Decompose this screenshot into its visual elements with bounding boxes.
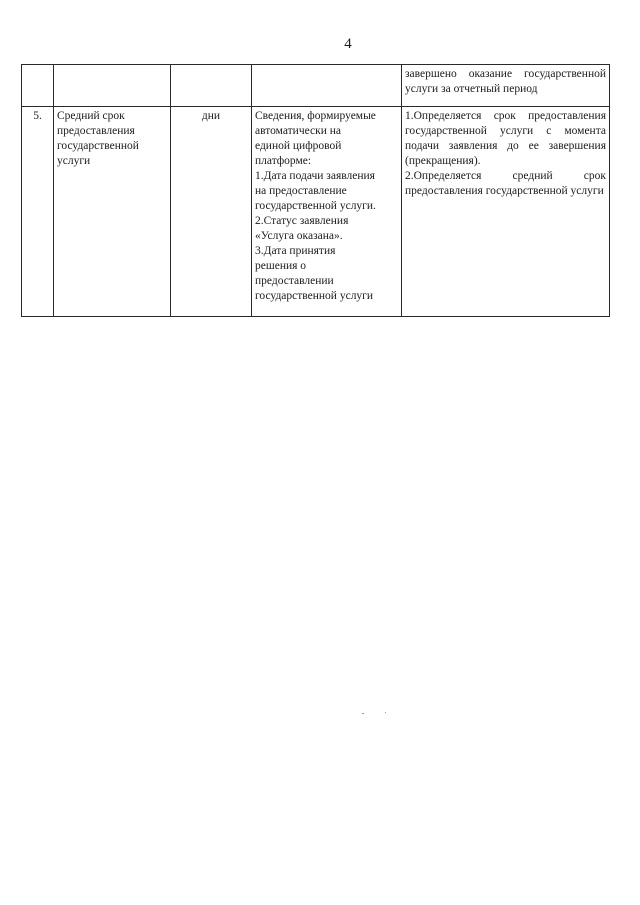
calculation-method: [402, 107, 610, 317]
data-source-line: 1.Дата подачи заявления: [255, 170, 375, 182]
scan-speck: [362, 713, 364, 714]
cell-source-empty: [252, 65, 402, 107]
table-row: [22, 107, 610, 317]
scan-speck: [385, 712, 386, 713]
method-paragraph-2: 2.Определяется средний срок предоставления государственной услуги: [405, 170, 606, 197]
method-paragraph-1: 1.Определяется срок предоставления государственной услуги с момента подачи заявления до ее завершения (прекращения).: [405, 110, 606, 167]
cell-name-empty: [54, 65, 171, 107]
page-number: 4: [344, 36, 352, 52]
data-source-line: автоматически на: [255, 125, 341, 137]
data-source-line: государственной услуги.: [255, 200, 376, 212]
cell-method-continuation: завершено оказание государственной услуги за отчетный период: [402, 65, 610, 107]
indicator-table: [21, 64, 610, 317]
data-source-line: 2.Статус заявления: [255, 215, 349, 227]
indicator-name-line: услуги: [57, 155, 91, 167]
row-number: 5.: [22, 107, 54, 317]
data-source-line: предоставлении: [255, 275, 334, 287]
indicator-name: [54, 107, 171, 317]
indicator-name-line: Средний срок: [57, 110, 125, 122]
data-source-line: «Услуга оказана».: [255, 230, 343, 242]
data-source-line: государственной услуги: [255, 290, 374, 302]
table-row-continuation: [22, 65, 610, 107]
data-source-line: на предоставление: [255, 185, 347, 197]
cell-unit-empty: [171, 65, 252, 107]
data-source-line: Сведения, формируемые: [255, 110, 376, 122]
unit-of-measure: дни: [171, 107, 252, 317]
data-source: [252, 107, 402, 317]
data-source-line: 3.Дата принятия: [255, 245, 336, 257]
indicator-name-line: предоставления: [57, 125, 135, 137]
indicator-name-line: государственной: [57, 140, 139, 152]
cell-number-empty: [22, 65, 54, 107]
data-source-line: платформе:: [255, 155, 312, 167]
data-source-line: решения о: [255, 260, 307, 272]
data-source-line: единой цифровой: [255, 140, 342, 152]
